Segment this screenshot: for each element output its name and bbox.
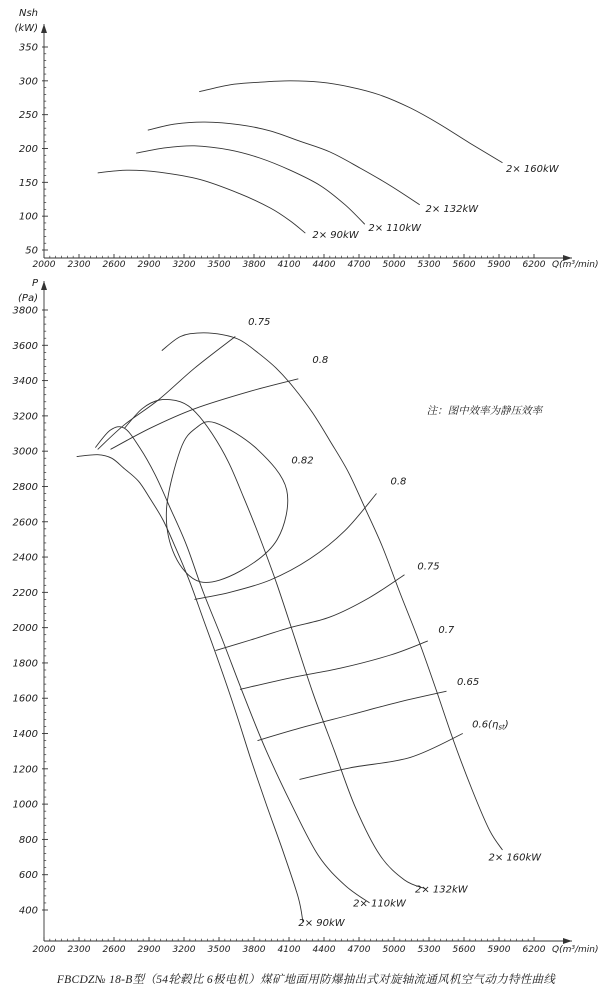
curve-label-2-110kw: 2× 110kW: [368, 223, 422, 235]
x-tick-label: 5300: [417, 260, 441, 270]
curve-label-2-110kw: 2× 110kW: [353, 898, 406, 910]
efficiency-label-0-82: 0.82: [291, 455, 314, 467]
x-tick-label: 5600: [452, 945, 476, 955]
shaft-power-chart: [15, 8, 599, 270]
curve-2-90kw: [77, 455, 303, 923]
efficiency-label-0-7: 0.7: [438, 624, 455, 636]
x-tick-label: 6200: [522, 260, 546, 270]
y-tick-label: 1000: [12, 799, 38, 811]
y-tick-label: 3800: [12, 305, 38, 317]
x-tick-label: 2600: [102, 945, 126, 955]
y-axis-title: (Pa): [18, 293, 38, 304]
efficiency-label-0-8: 0.8: [390, 476, 407, 488]
x-tick-label: 6200: [522, 945, 546, 955]
curve-2-90kw: [98, 170, 306, 233]
axes: [42, 24, 572, 258]
pressure-chart: [13, 278, 599, 955]
curve-2-160kw: [199, 81, 502, 163]
y-tick-label: 2600: [12, 517, 38, 529]
curve-label-2-90kw: 2× 90kW: [312, 229, 359, 241]
x-tick-label: 5900: [487, 260, 511, 270]
efficiency-contour-0-65: [258, 691, 447, 740]
x-tick-label: 5300: [417, 945, 441, 955]
efficiency-label-0-75: 0.75: [417, 561, 440, 573]
x-tick-label: 2600: [102, 260, 126, 270]
y-tick-label: 2400: [12, 552, 38, 564]
curve-label-2-132kw: 2× 132kW: [425, 204, 479, 216]
x-tick-label: 2900: [137, 945, 161, 955]
y-axis-title: (kW): [14, 23, 38, 34]
x-axis-arrow: [563, 938, 572, 944]
y-tick-label: 1600: [12, 693, 38, 705]
x-axis-title: Q(m³/min): [552, 260, 599, 270]
x-tick-label: 5000: [382, 945, 406, 955]
y-tick-label: 2200: [12, 587, 38, 599]
y-tick-label: 3000: [12, 446, 38, 458]
curve-2-110kw: [136, 146, 365, 225]
y-tick-label: 100: [18, 211, 38, 223]
x-tick-label: 4400: [312, 260, 336, 270]
y-tick-label: 1400: [12, 729, 38, 741]
curve-label-2-132kw: 2× 132kW: [415, 884, 468, 896]
x-tick-label: 3200: [172, 945, 196, 955]
figure-caption: FBCDZ№ 18-B型（54轮毂比 6极电机）煤矿地面用防爆抽出式对旋轴流通风机空气动力特性曲线: [56, 974, 556, 986]
curve-2-132kw: [125, 399, 426, 888]
x-tick-label: 4700: [347, 260, 371, 270]
efficiency-contour-0-8: [195, 494, 377, 600]
x-tick-label: 4100: [277, 945, 301, 955]
y-tick-label: 300: [18, 76, 38, 88]
y-axis-title: Nsh: [18, 8, 38, 19]
y-tick-label: 250: [18, 110, 38, 122]
y-tick-label: 1200: [12, 764, 38, 776]
y-tick-label: 3400: [12, 376, 38, 388]
x-tick-label: 3800: [242, 260, 266, 270]
y-tick-label: 50: [25, 245, 38, 257]
y-tick-label: 150: [18, 177, 38, 189]
curve-label-2-160kw: 2× 160kW: [488, 852, 542, 864]
axes: [42, 281, 572, 941]
efficiency-contour-0-7: [240, 641, 428, 690]
y-tick-label: 350: [18, 42, 38, 54]
x-tick-label: 5900: [487, 945, 511, 955]
efficiency-contour-0-75: [98, 337, 236, 450]
curve-label-2-160kw: 2× 160kW: [506, 164, 559, 176]
x-tick-label: 2300: [67, 260, 91, 270]
y-tick-label: 3600: [12, 340, 38, 352]
efficiency-label-0-75: 0.75: [248, 317, 271, 328]
y-tick-label: 3200: [12, 411, 38, 423]
efficiency-label-0-6-st: $0.6(\eta_{st})$: [472, 719, 509, 732]
y-tick-label: 1800: [12, 658, 38, 670]
curve-label-2-90kw: 2× 90kW: [298, 917, 345, 929]
x-tick-label: 3200: [172, 260, 196, 270]
x-tick-label: 2000: [32, 945, 56, 955]
x-tick-label: 4700: [347, 945, 371, 955]
y-axis-arrow: [41, 24, 47, 33]
note-text: 注：图中效率为静压效率: [426, 405, 543, 418]
y-tick-label: 800: [18, 834, 38, 846]
y-tick-label: 2000: [12, 623, 38, 635]
efficiency-contour-0-82: [166, 422, 287, 583]
x-tick-label: 3500: [207, 260, 231, 270]
y-tick-label: 600: [18, 870, 38, 882]
y-tick-label: 200: [18, 144, 38, 155]
curve-2-110kw: [95, 427, 369, 903]
x-tick-label: 5000: [382, 260, 406, 270]
x-tick-label: 4100: [277, 260, 301, 270]
y-tick-label: 400: [18, 905, 38, 917]
efficiency-contour-0-6-st: [300, 734, 463, 780]
efficiency-label-0-8: 0.8: [312, 354, 329, 366]
x-tick-label: 4400: [312, 945, 336, 955]
x-axis-title: Q(m³/min): [552, 945, 599, 955]
x-tick-label: 2000: [32, 260, 56, 270]
x-tick-label: 2300: [67, 945, 91, 955]
y-tick-label: 2800: [12, 481, 38, 493]
x-tick-label: 3500: [207, 945, 231, 955]
x-tick-label: 2900: [137, 260, 161, 270]
efficiency-contour-0-75: [216, 575, 405, 651]
curve-2-132kw: [148, 122, 420, 205]
x-tick-label: 3800: [242, 945, 266, 955]
y-axis-arrow: [41, 281, 47, 290]
y-axis-title: P: [31, 278, 38, 289]
x-tick-label: 5600: [452, 260, 476, 270]
efficiency-label-0-65: 0.65: [457, 677, 480, 688]
